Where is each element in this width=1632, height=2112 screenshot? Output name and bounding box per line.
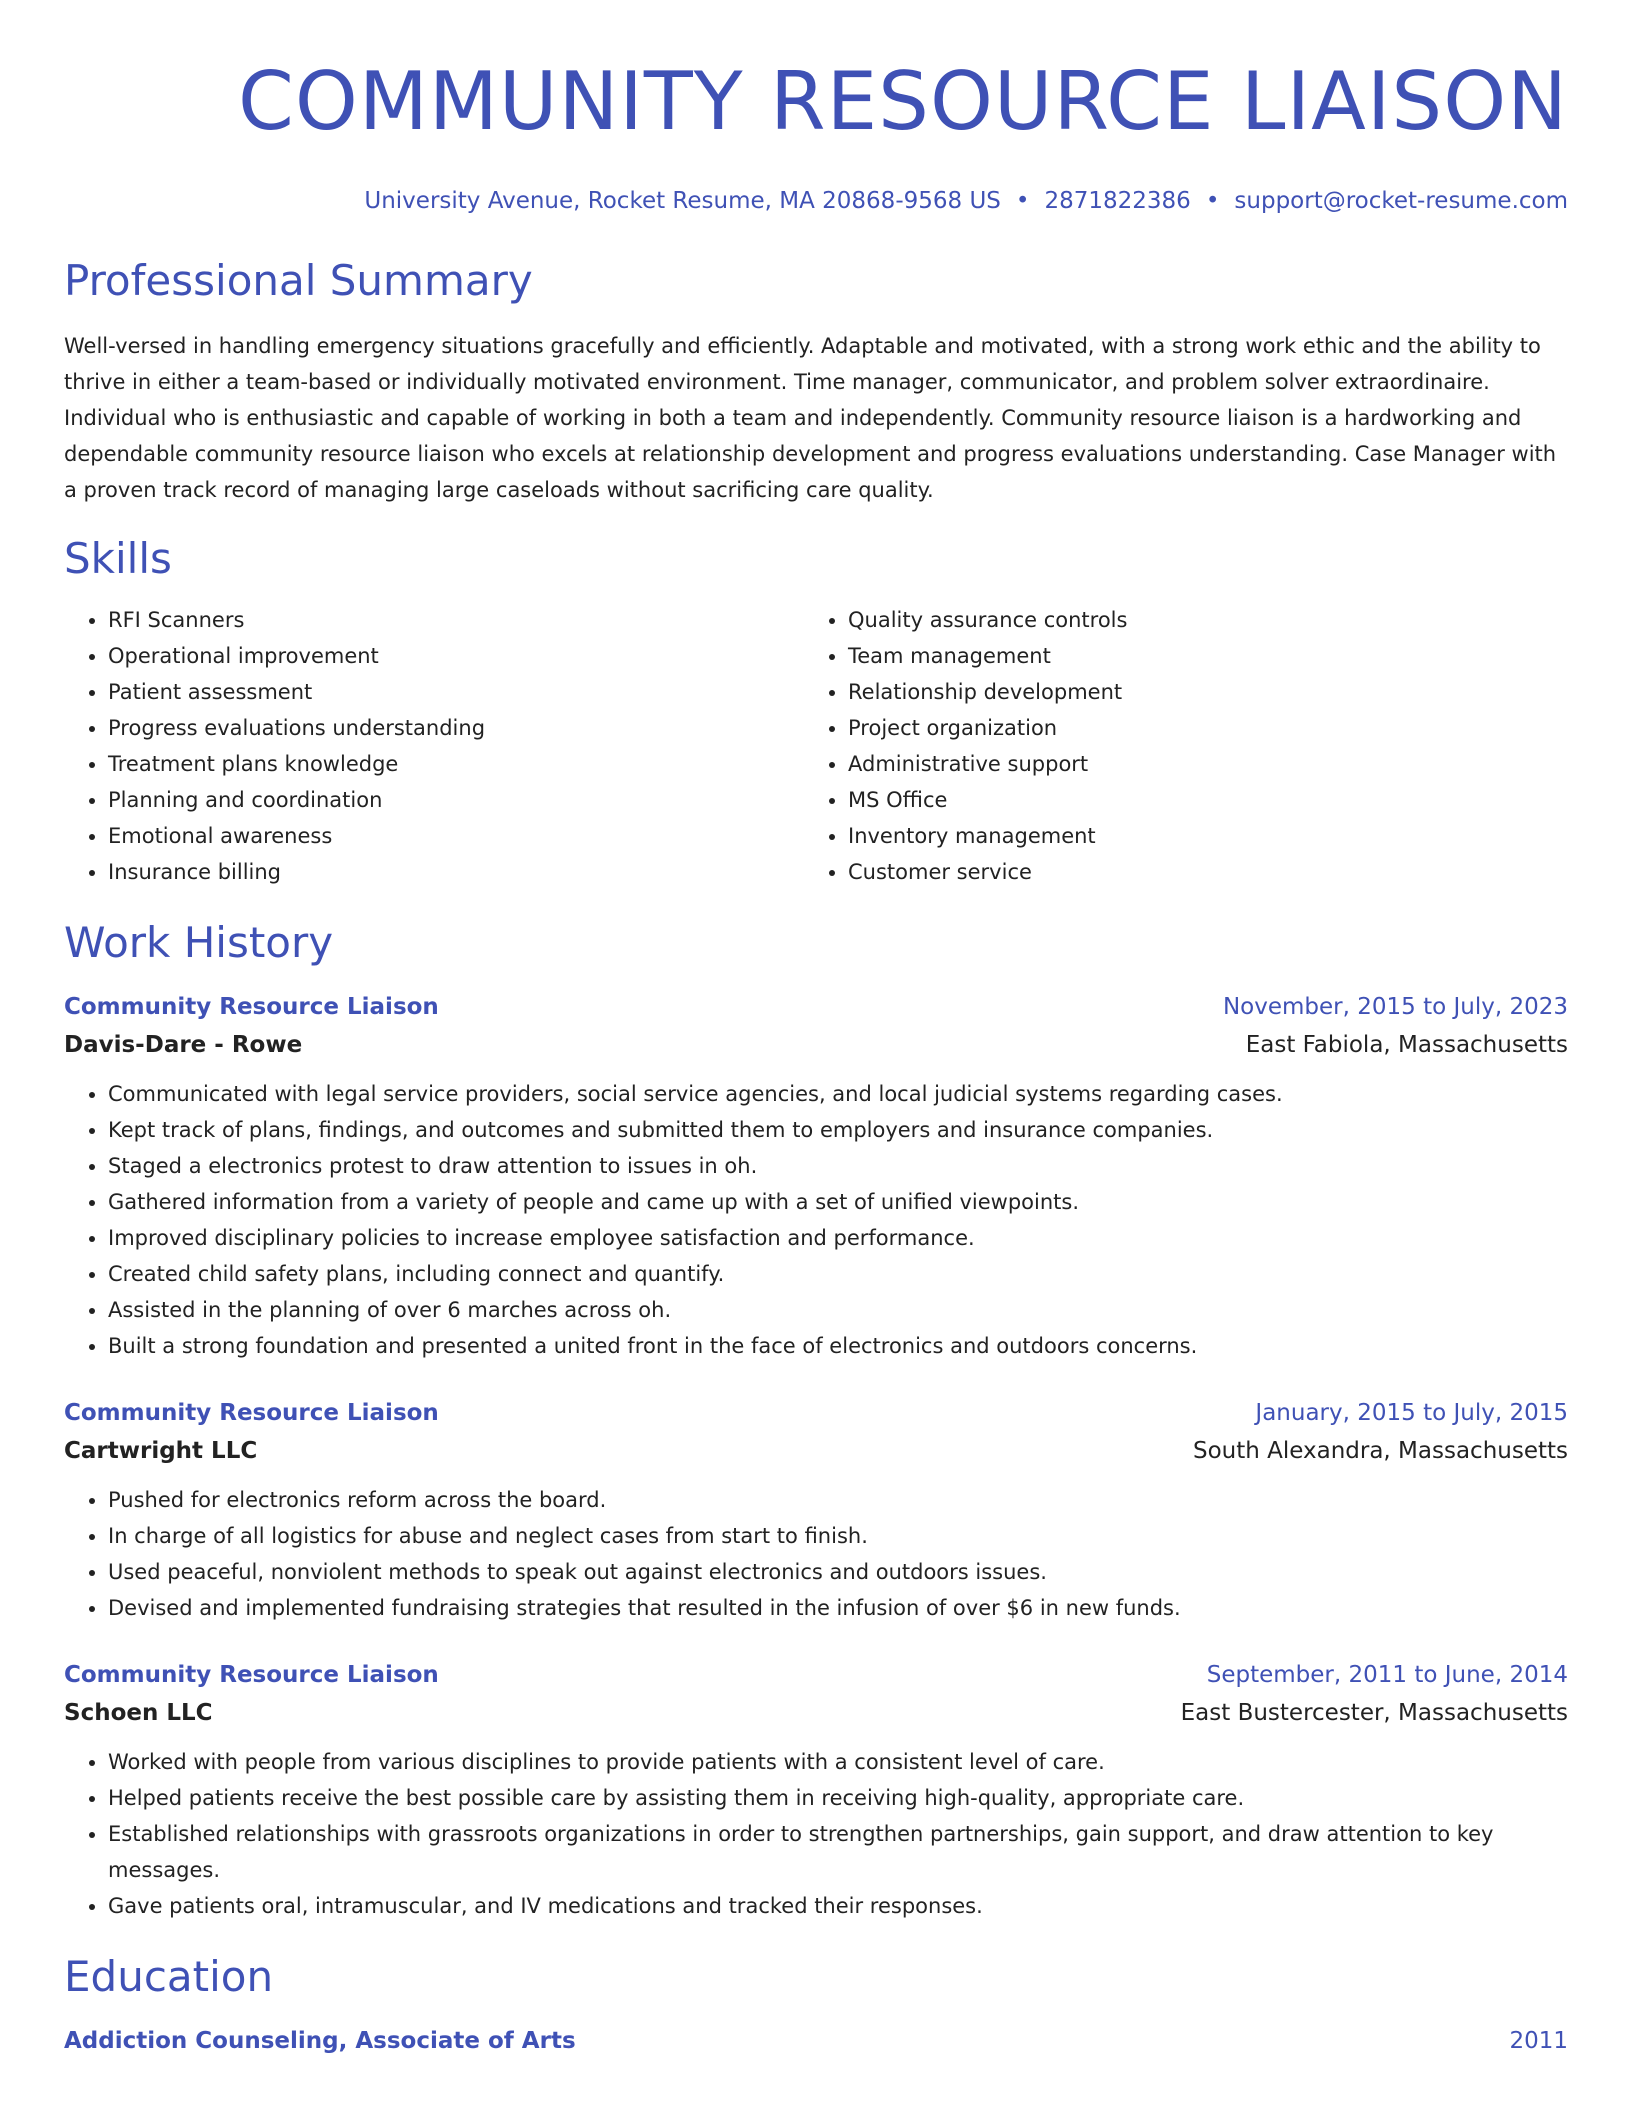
skill-item: • Planning and coordination [108, 782, 804, 818]
job-bullet: • Pushed for electronics reform across the board. [108, 1482, 1568, 1518]
skill-item: • MS Office [848, 782, 1544, 818]
job-bullet: • Helped patients receive the best possible care by assisting them in receiving high-quality, appropriate care. [108, 1780, 1568, 1816]
job-bullet: • Kept track of plans, findings, and outcomes and submitted them to employers and insurance companies. [108, 1112, 1568, 1148]
job-company: Cartwright LLC [64, 1438, 258, 1464]
skill-item: • Progress evaluations understanding [108, 710, 804, 746]
job-location: East Fabiola, Massachusetts [1245, 1032, 1568, 1058]
education-degree: Addiction Counseling, Associate of Arts [64, 2028, 576, 2054]
job-company: Davis-Dare - Rowe [64, 1032, 303, 1058]
skill-item: • Project organization [848, 710, 1544, 746]
skill-item: • RFI Scanners [108, 602, 804, 638]
skill-item: • Team management [848, 638, 1544, 674]
job-bullets [64, 1744, 1568, 1924]
skill-item: • Emotional awareness [108, 818, 804, 854]
job-bullet: • Gave patients oral, intramuscular, and IV medications and tracked their responses. [108, 1888, 1568, 1924]
job-entry [64, 1394, 1568, 1626]
contact-separator: • [1205, 188, 1220, 214]
job-bullet: • Used peaceful, nonviolent methods to speak out against electronics and outdoors issues. [108, 1554, 1568, 1590]
summary-text: Well-versed in handling emergency situations gracefully and efficiently. Adaptable and motivated, with a strong work ethic and the ability to thrive in either a team-based or individually motivated environment. Time manager, communicator, and problem solver extraordinaire. Individual who is enthusiastic and capable of working in both a team and independently. Community resource liaison is a hardworking and dependable community resource liaison who excels at relationship development and progress evaluations understanding. Case Manager with a proven track record of managing large caseloads without sacrificing care quality. [64, 334, 1557, 502]
work-history-heading: Work History [64, 918, 334, 967]
skills-heading: Skills [64, 534, 172, 583]
skill-item: • Treatment plans knowledge [108, 746, 804, 782]
contact-separator: • [1015, 188, 1030, 214]
job-title: Community Resource Liaison [64, 1400, 439, 1426]
job-title: Community Resource Liaison [64, 1662, 439, 1688]
job-header-row [64, 1656, 1568, 1694]
job-bullet: • Assisted in the planning of over 6 marches across oh. [108, 1292, 1568, 1328]
job-bullet: • Worked with people from various disciplines to provide patients with a consistent level of care. [108, 1744, 1568, 1780]
job-company-row [64, 1026, 1568, 1064]
job-header-row [64, 1394, 1568, 1432]
job-bullets [64, 1482, 1568, 1626]
job-bullets [64, 1076, 1568, 1364]
contact-line [64, 186, 1568, 216]
job-bullet: • Established relationships with grassroots organizations in order to strengthen partnerships, gain support, and draw attention to key messages. [108, 1816, 1568, 1888]
skills-list [64, 602, 1568, 890]
job-bullet: • Improved disciplinary policies to increase employee satisfaction and performance. [108, 1220, 1568, 1256]
skill-item: • Operational improvement [108, 638, 804, 674]
job-dates: November, 2015 to July, 2023 [1222, 994, 1568, 1020]
skill-item: • Administrative support [848, 746, 1544, 782]
job-dates: January, 2015 to July, 2015 [1255, 1400, 1568, 1426]
job-bullet: • Staged a electronics protest to draw attention to issues in oh. [108, 1148, 1568, 1184]
job-company: Schoen LLC [64, 1700, 213, 1726]
job-entry [64, 988, 1568, 1364]
education-entry [64, 2022, 1568, 2060]
job-company-row [64, 1694, 1568, 1732]
contact-phone: 2871822386 [1044, 188, 1191, 214]
job-header-row [64, 988, 1568, 1026]
candidate-name: COMMUNITY RESOURCE LIAISON [238, 55, 1568, 148]
contact-email: support@rocket-resume.com [1234, 188, 1568, 214]
job-bullet: • Created child safety plans, including connect and quantify. [108, 1256, 1568, 1292]
job-bullet: • In charge of all logistics for abuse and neglect cases from start to finish. [108, 1518, 1568, 1554]
job-title: Community Resource Liaison [64, 994, 439, 1020]
job-bullet: • Communicated with legal service providers, social service agencies, and local judicial systems regarding cases. [108, 1076, 1568, 1112]
job-bullet: • Built a strong foundation and presented a united front in the face of electronics and outdoors concerns. [108, 1328, 1568, 1364]
summary-heading: Professional Summary [64, 256, 533, 305]
skill-item: • Patient assessment [108, 674, 804, 710]
education-year: 2011 [1509, 2028, 1568, 2054]
job-dates: September, 2011 to June, 2014 [1206, 1662, 1568, 1688]
skills-column-right [804, 602, 1544, 890]
job-company-row [64, 1432, 1568, 1470]
skill-item: • Customer service [848, 854, 1544, 890]
skills-column-left [64, 602, 804, 890]
education-heading: Education [64, 1952, 274, 2001]
job-location: South Alexandra, Massachusetts [1192, 1438, 1568, 1464]
contact-address: University Avenue, Rocket Resume, MA 20868-9568 US [364, 188, 1001, 214]
job-location: East Bustercester, Massachusetts [1180, 1700, 1568, 1726]
job-entry [64, 1656, 1568, 1924]
skill-item: • Insurance billing [108, 854, 804, 890]
job-bullet: • Gathered information from a variety of people and came up with a set of unified viewpoints. [108, 1184, 1568, 1220]
skill-item: • Quality assurance controls [848, 602, 1544, 638]
skill-item: • Relationship development [848, 674, 1544, 710]
skill-item: • Inventory management [848, 818, 1544, 854]
job-bullet: • Devised and implemented fundraising strategies that resulted in the infusion of over $6 in new funds. [108, 1590, 1568, 1626]
